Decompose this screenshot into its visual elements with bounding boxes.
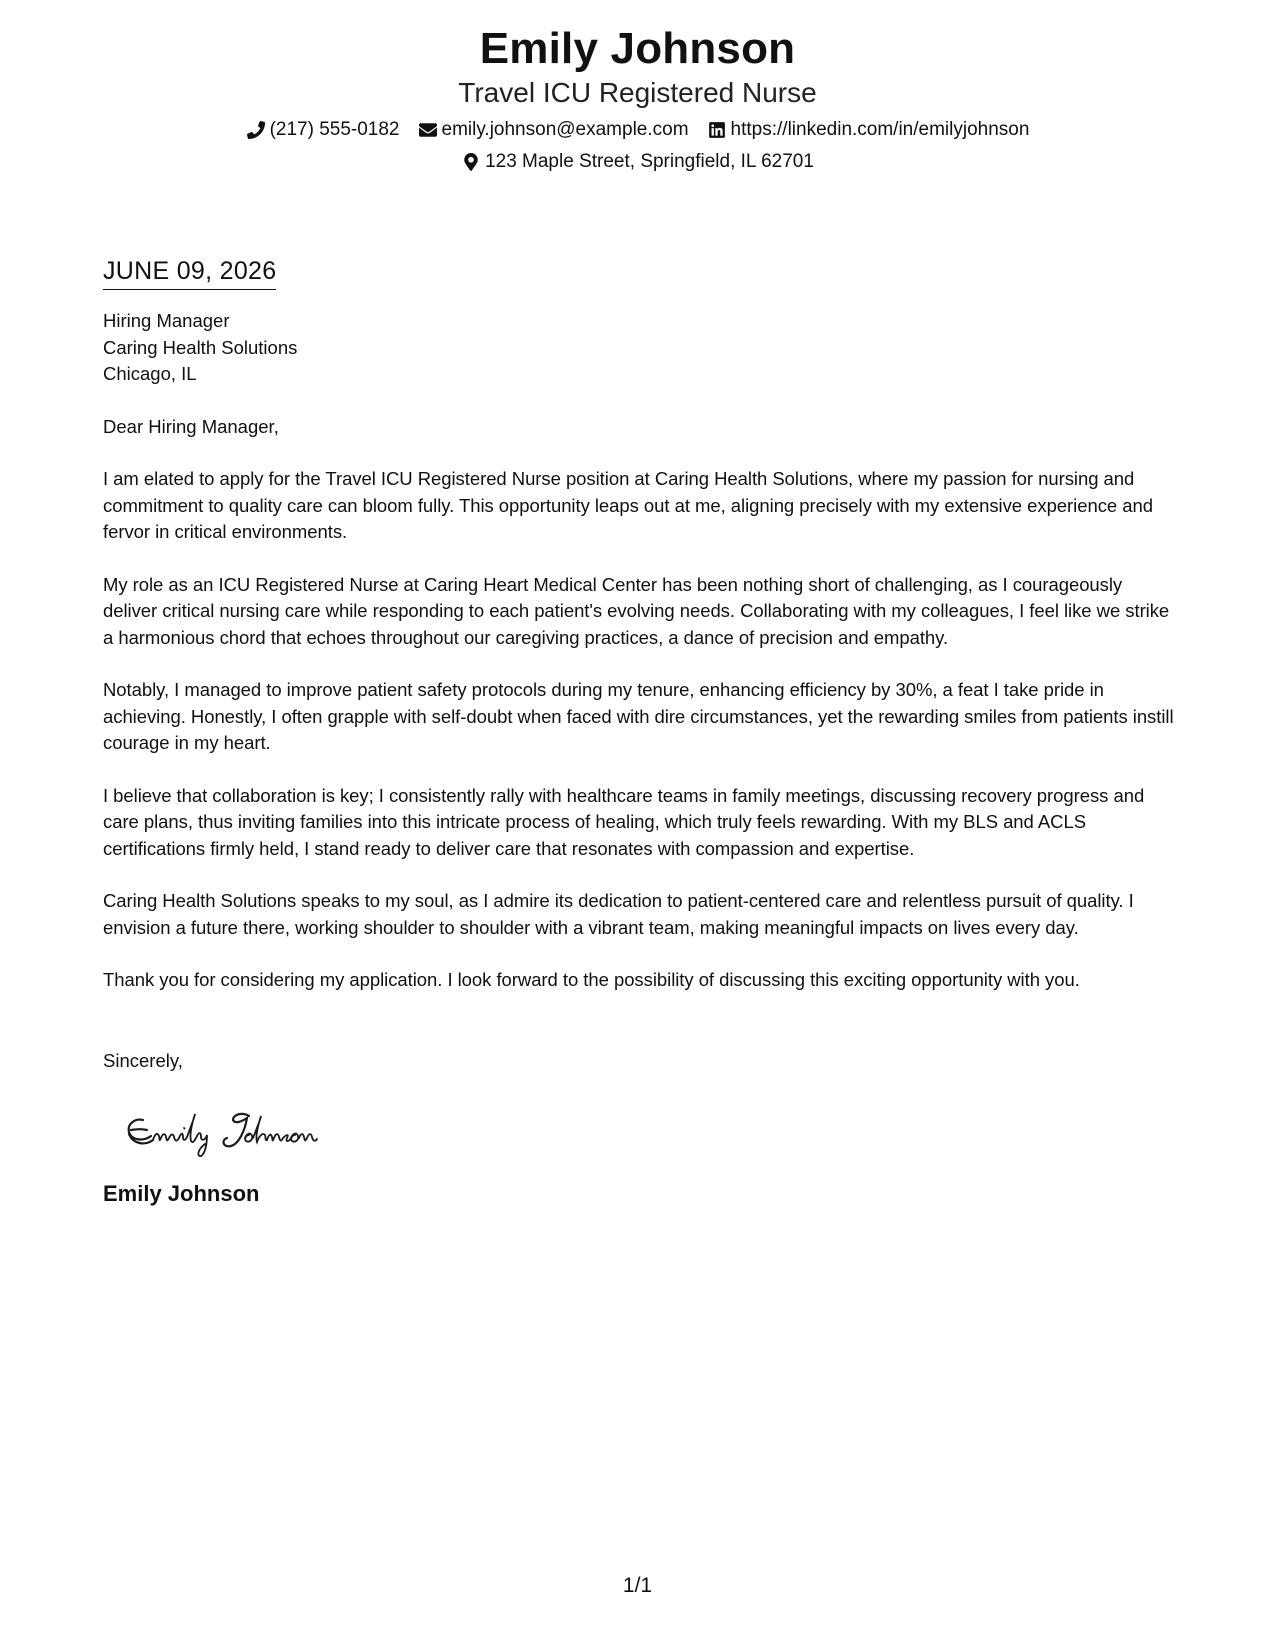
- contact-email: [418, 118, 689, 142]
- recipient-line: Caring Health Solutions: [103, 336, 298, 358]
- body-paragraph: I am elated to apply for the Travel ICU Registered Nurse position at Caring Health Solutions, where my passion for nursing and commitment to quality care can bloom fully. This opportunity leaps out at me, aligning precisely with my extensive experience and fervor in critical environments.: [103, 468, 1153, 542]
- linkedin-icon: [707, 120, 727, 140]
- body-paragraph: Caring Health Solutions speaks to my soul, as I admire its dedication to patient-centered care and relentless pursuit of quality. I envision a future there, working shoulder to shoulder with a vibrant team, making meaningful impacts on lives every day.: [103, 890, 1134, 938]
- body-paragraph: I believe that collaboration is key; I consistently rally with healthcare teams in family meetings, discussing recovery progress and care plans, thus inviting families into this intricate process of healing, which truly feels rewarding. With my BLS and ACLS certifications firmly held, I stand ready to deliver care that resonates with compassion and expertise.: [103, 784, 1145, 859]
- recipient-line: Hiring Manager: [103, 310, 230, 331]
- applicant-name: Emily Johnson: [479, 24, 796, 73]
- phone-text: (217) 555-0182: [269, 119, 400, 140]
- email-text[interactable]: emily.johnson@example.com: [441, 119, 689, 140]
- envelope-icon: [418, 120, 438, 140]
- address-text: 123 Maple Street, Springfield, IL 62701: [485, 151, 814, 172]
- linkedin-text[interactable]: https://linkedin.com/in/emilyjohnson: [730, 119, 1030, 140]
- body-paragraph: Notably, I managed to improve patient safety protocols during my tenure, enhancing efficiency by 30%, a feat I take pride in achieving. Honestly, I often grapple with self-doubt when faced with dire circumstances, yet the rewarding smiles from patients instill courage in my heart.: [103, 679, 1174, 753]
- salutation: Dear Hiring Manager,: [103, 415, 279, 437]
- body-paragraph: My role as an ICU Registered Nurse at Caring Heart Medical Center has been nothing short of challenging, as I courageously deliver critical nursing care while responding to each patient's evolving needs. Collaborating with my colleagues, I feel like we strike a harmonious chord that echoes throughout our caregiving practices, a dance of precision and empathy.: [103, 573, 1170, 648]
- closing: Sincerely,: [103, 1049, 183, 1071]
- contact-row: [0, 118, 1275, 142]
- contact-address: [461, 150, 814, 174]
- letter-header: [0, 22, 1275, 174]
- recipient-block: [103, 308, 1178, 388]
- phone-icon: [246, 120, 266, 140]
- signature-image: [121, 1100, 361, 1160]
- contact-linkedin: [707, 118, 1030, 142]
- address-row: [0, 150, 1275, 174]
- handwritten-signature: [121, 1100, 361, 1160]
- contact-phone: [246, 118, 400, 142]
- letter-date: JUNE 09, 2026: [103, 255, 276, 290]
- page-number: 1/1: [622, 1574, 653, 1597]
- letter-body: [103, 255, 1178, 1208]
- body-paragraph: Thank you for considering my application. I look forward to the possibility of discussing this exciting opportunity with you.: [103, 969, 1080, 990]
- applicant-title: Travel ICU Registered Nurse: [458, 77, 817, 108]
- recipient-line: Chicago, IL: [103, 363, 197, 384]
- map-marker-icon: [461, 152, 481, 172]
- signer-name: Emily Johnson: [103, 1181, 260, 1206]
